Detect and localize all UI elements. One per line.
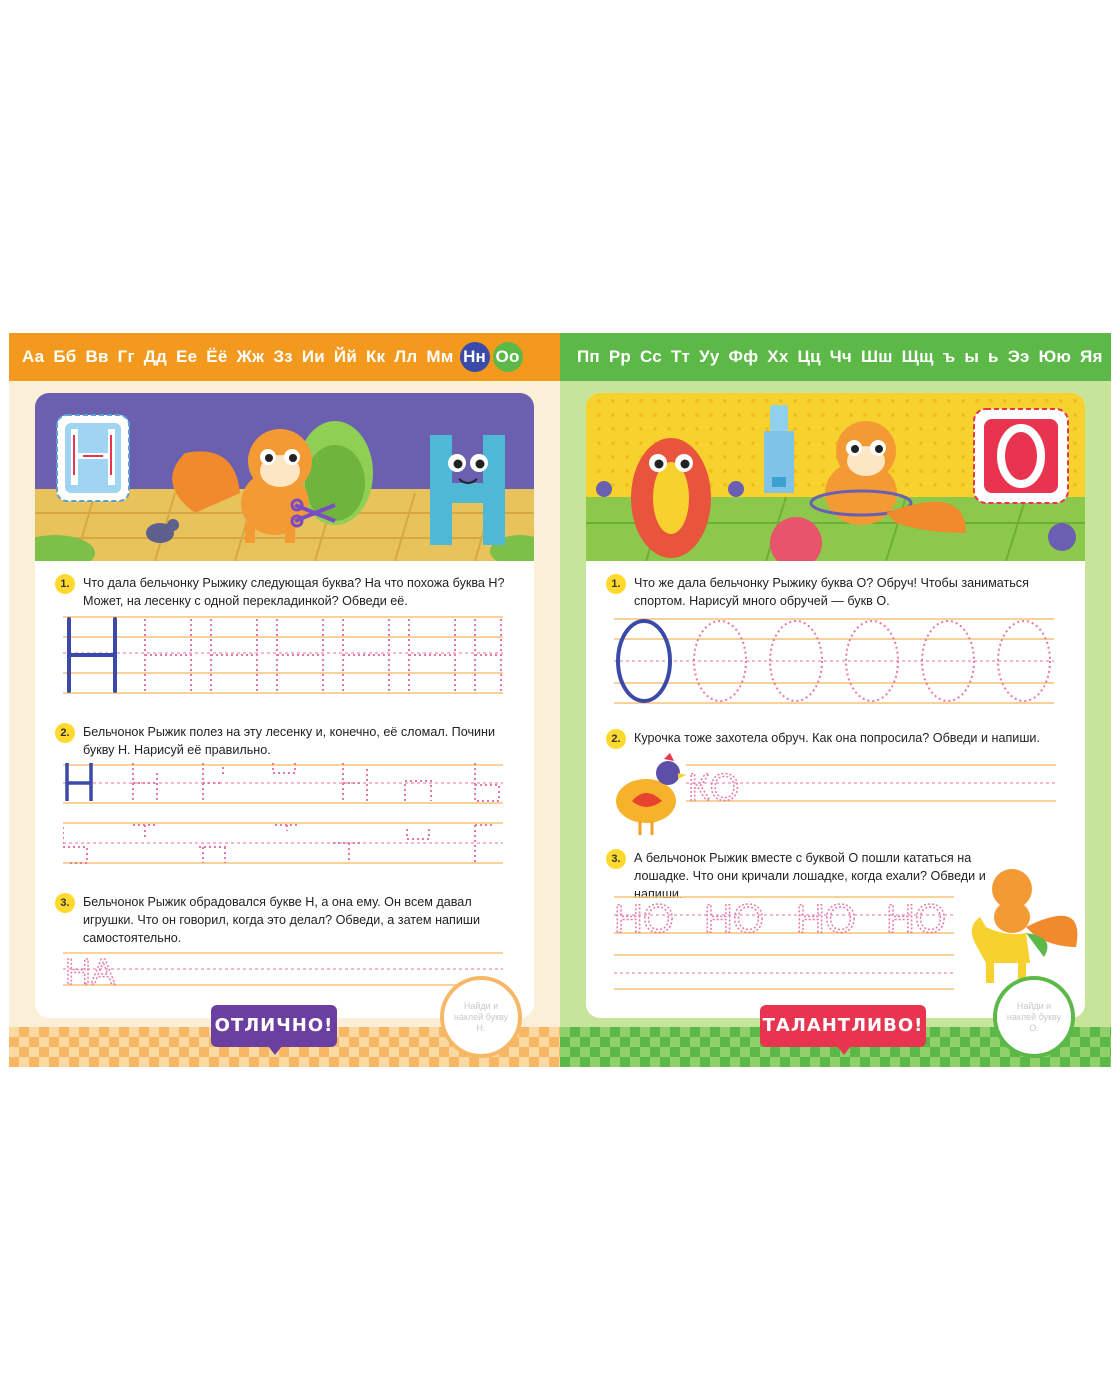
praise-tail (837, 1046, 851, 1055)
alphabet-letter: Мм (426, 347, 454, 366)
alphabet-letter: Бб (53, 347, 77, 366)
trace-word-na: НА (65, 951, 116, 992)
trace-word-no: НО (886, 897, 946, 941)
alphabet-letter: Жж (236, 347, 265, 366)
task-text: Бельчонок Рыжик полез на эту лесенку и, конечно, её сломал. Почини букву Н. Нарисуй её правильно. (83, 725, 496, 757)
tracing-row-no[interactable] (614, 893, 954, 993)
task-text: А бельчонок Рыжик вместе с буквой О пошли кататься на лошадке. Что они кричали лошадке, когда ехали? Обведи и напиши. (634, 851, 986, 901)
task-text: Что же дала бельчонку Рыжику буква О? Обруч! Чтобы заниматься спортом. Нарисуй много обручей — букв О. (634, 576, 1029, 608)
praise-tail (268, 1046, 282, 1055)
task-text: Курочка тоже захотела обруч. Как она попросила? Обведи и напиши. (634, 731, 1040, 745)
sticker-text: Найди и наклей букву О. (1006, 1000, 1062, 1033)
trace-word-no: НО (704, 897, 764, 941)
exercise-card-right (586, 393, 1085, 1018)
alphabet-letter: Йй (333, 347, 357, 366)
broken-letters-rows[interactable] (63, 763, 503, 871)
trace-word-no: НО (614, 897, 674, 941)
alphabet-letter-next: Оо (493, 342, 523, 372)
trace-word-no: НО (796, 897, 856, 941)
illustration-squirrel-letter-n (35, 393, 534, 561)
trace-word-ko: КО (688, 767, 740, 807)
task-text: Бельчонок Рыжик обрадовался букве Н, а она ему. Он всем давал игрушки. Что он говорил, когда это делал? Обведи, а затем напиши самостоятельно. (83, 895, 481, 945)
tracing-row-letter-o[interactable] (614, 613, 1054, 707)
alphabet-letter: Рр (608, 347, 632, 366)
alphabet-letter: Чч (829, 347, 852, 366)
praise-badge (211, 1005, 337, 1047)
alphabet-letter: Уу (699, 347, 720, 366)
alphabet-letter: Зз (273, 347, 293, 366)
alphabet-letter: Тт (670, 347, 691, 366)
exercise-card-left (35, 393, 534, 1018)
alphabet-letter: ы (964, 347, 980, 366)
alphabet-letter: Юю (1038, 347, 1072, 366)
sticker-slot[interactable] (440, 976, 522, 1058)
alphabet-letter: Щщ (901, 347, 934, 366)
hen-icon (606, 753, 686, 837)
praise-badge (760, 1005, 926, 1047)
task-number: 3. (55, 893, 75, 913)
alphabet-letter: Фф (728, 347, 759, 366)
task-2 (55, 723, 515, 759)
alphabet-band-left (9, 333, 560, 381)
tracing-row-word-na[interactable] (63, 949, 503, 997)
task-text: Что дала бельчонку Рыжику следующая буква? На что похожа буква Н? Может, на лесенку с одной перекладинкой? Обведи её. (83, 576, 505, 608)
alphabet-letter: Лл (394, 347, 418, 366)
alphabet-letter: ъ (942, 347, 956, 366)
sticker-slot[interactable] (993, 976, 1075, 1058)
alphabet-band-right (560, 333, 1111, 381)
alphabet-letter: Шш (861, 347, 893, 366)
task-number: 1. (55, 574, 75, 594)
right-page (560, 333, 1111, 1067)
alphabet-letter: Ёё (206, 347, 228, 366)
alphabet-letter: Ии (301, 347, 325, 366)
alphabet-letter: Цц (797, 347, 821, 366)
alphabet-letter: Яя (1080, 347, 1103, 366)
alphabet-letter: Гг (117, 347, 135, 366)
sticker-text: Найди и наклей букву Н. (453, 1000, 509, 1033)
alphabet-letter: Пп (577, 347, 600, 366)
tracing-row-ko[interactable] (686, 763, 1056, 807)
task-number: 2. (606, 729, 626, 749)
alphabet-letter: ь (988, 347, 999, 366)
left-page (9, 333, 560, 1067)
book-spread (9, 333, 1111, 1067)
alphabet-letter: Дд (143, 347, 168, 366)
alphabet-letter: Ээ (1007, 347, 1030, 366)
praise-text: ТАЛАНТЛИВО! (762, 1015, 924, 1036)
alphabet-letter: Кк (365, 347, 386, 366)
squirrel-on-horse-icon (956, 867, 1082, 991)
task-number: 1. (606, 574, 626, 594)
task-number: 2. (55, 723, 75, 743)
alphabet-letter: Сс (640, 347, 662, 366)
alphabet-letter: Хх (767, 347, 789, 366)
illustration-squirrel-letter-o (586, 393, 1085, 561)
praise-text: ОТЛИЧНО! (214, 1015, 334, 1036)
task-2 (606, 729, 1066, 747)
alphabet-letter-current: Нн (460, 342, 490, 372)
task-3 (55, 893, 515, 947)
task-number: 3. (606, 849, 626, 869)
tracing-row-letter-n[interactable] (63, 613, 503, 697)
alphabet-letter: Вв (85, 347, 109, 366)
alphabet-letter: Аа (22, 347, 45, 366)
task-1 (55, 574, 515, 610)
alphabet-letter: Ее (176, 347, 198, 366)
task-1 (606, 574, 1066, 610)
